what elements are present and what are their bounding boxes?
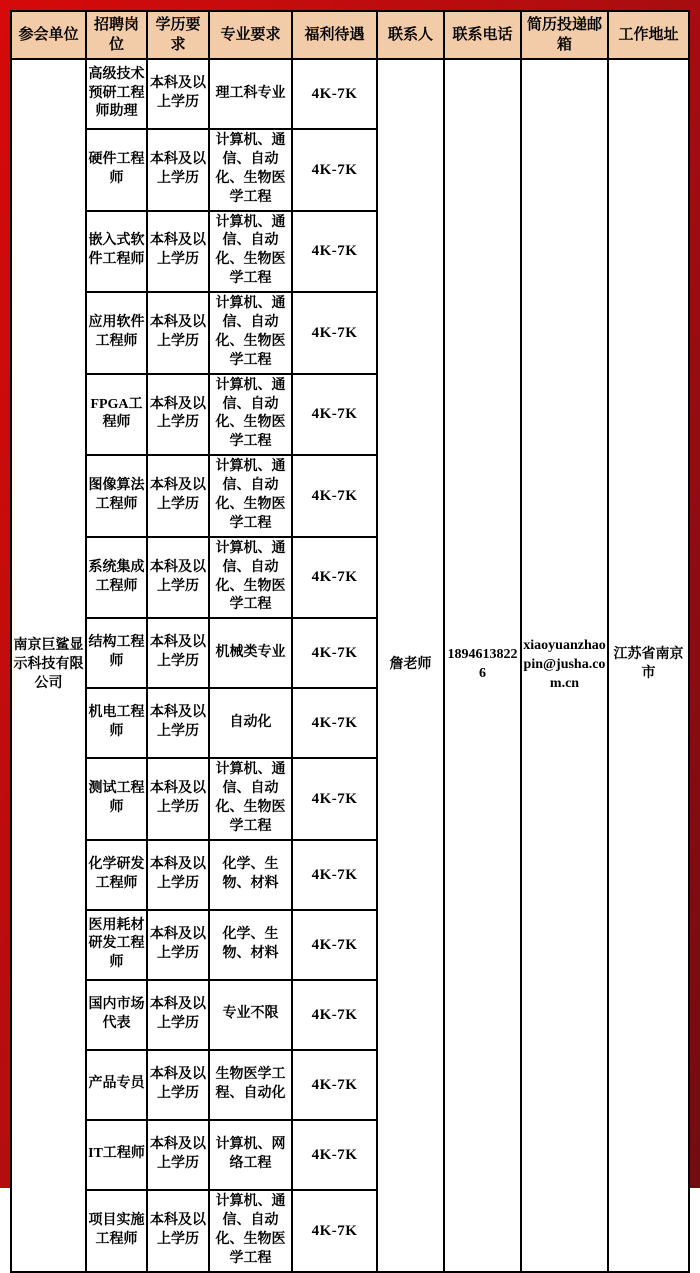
salary-cell: 4K-7K [292, 910, 377, 980]
position-cell: 系统集成工程师 [86, 537, 147, 619]
major-cell: 计算机、通信、自动化、生物医学工程 [209, 758, 292, 840]
education-cell: 本科及以上学历 [147, 910, 209, 980]
column-header-salary: 福利待遇 [292, 11, 377, 59]
major-cell: 自动化 [209, 688, 292, 758]
position-cell: IT工程师 [86, 1120, 147, 1190]
column-header-address: 工作地址 [608, 11, 689, 59]
salary-cell: 4K-7K [292, 758, 377, 840]
salary-cell: 4K-7K [292, 1120, 377, 1190]
position-cell: FPGA工程师 [86, 374, 147, 456]
position-cell: 医用耗材研发工程师 [86, 910, 147, 980]
major-cell: 生物医学工程、自动化 [209, 1050, 292, 1120]
contact-phone-cell: 18946138226 [444, 59, 521, 1272]
major-cell: 理工科专业 [209, 59, 292, 129]
major-cell: 计算机、通信、自动化、生物医学工程 [209, 292, 292, 374]
position-cell: 机电工程师 [86, 688, 147, 758]
major-cell: 机械类专业 [209, 618, 292, 688]
column-header-company: 参会单位 [11, 11, 86, 59]
salary-cell: 4K-7K [292, 537, 377, 619]
column-header-email: 简历投递邮箱 [521, 11, 608, 59]
column-header-phone: 联系电话 [444, 11, 521, 59]
position-cell: 图像算法工程师 [86, 455, 147, 537]
position-cell: 结构工程师 [86, 618, 147, 688]
major-cell: 计算机、通信、自动化、生物医学工程 [209, 129, 292, 211]
education-cell: 本科及以上学历 [147, 455, 209, 537]
major-cell: 计算机、通信、自动化、生物医学工程 [209, 1190, 292, 1272]
salary-cell: 4K-7K [292, 211, 377, 293]
education-cell: 本科及以上学历 [147, 374, 209, 456]
column-header-position: 招聘岗位 [86, 11, 147, 59]
major-cell: 专业不限 [209, 980, 292, 1050]
column-header-contact-person: 联系人 [377, 11, 444, 59]
position-cell: 高级技术预研工程师助理 [86, 59, 147, 129]
major-cell: 化学、生物、材料 [209, 910, 292, 980]
salary-cell: 4K-7K [292, 980, 377, 1050]
resume-email-cell: xiaoyuanzhaopin@jusha.com.cn [521, 59, 608, 1272]
education-cell: 本科及以上学历 [147, 129, 209, 211]
position-cell: 硬件工程师 [86, 129, 147, 211]
education-cell: 本科及以上学历 [147, 980, 209, 1050]
education-cell: 本科及以上学历 [147, 840, 209, 910]
work-address-cell: 江苏省南京市 [608, 59, 689, 1272]
salary-cell: 4K-7K [292, 1190, 377, 1272]
education-cell: 本科及以上学历 [147, 59, 209, 129]
education-cell: 本科及以上学历 [147, 758, 209, 840]
column-header-major: 专业要求 [209, 11, 292, 59]
position-cell: 项目实施工程师 [86, 1190, 147, 1272]
salary-cell: 4K-7K [292, 1050, 377, 1120]
major-cell: 计算机、网络工程 [209, 1120, 292, 1190]
salary-cell: 4K-7K [292, 688, 377, 758]
major-cell: 化学、生物、材料 [209, 840, 292, 910]
job-table [10, 10, 690, 1273]
position-cell: 嵌入式软件工程师 [86, 211, 147, 293]
salary-cell: 4K-7K [292, 455, 377, 537]
salary-cell: 4K-7K [292, 618, 377, 688]
education-cell: 本科及以上学历 [147, 292, 209, 374]
salary-cell: 4K-7K [292, 129, 377, 211]
position-cell: 化学研发工程师 [86, 840, 147, 910]
position-cell: 应用软件工程师 [86, 292, 147, 374]
position-cell: 产品专员 [86, 1050, 147, 1120]
education-cell: 本科及以上学历 [147, 1050, 209, 1120]
education-cell: 本科及以上学历 [147, 1190, 209, 1272]
column-header-education: 学历要求 [147, 11, 209, 59]
contact-person-cell: 詹老师 [377, 59, 444, 1272]
salary-cell: 4K-7K [292, 292, 377, 374]
position-cell: 国内市场代表 [86, 980, 147, 1050]
education-cell: 本科及以上学历 [147, 618, 209, 688]
major-cell: 计算机、通信、自动化、生物医学工程 [209, 455, 292, 537]
education-cell: 本科及以上学历 [147, 537, 209, 619]
major-cell: 计算机、通信、自动化、生物医学工程 [209, 537, 292, 619]
education-cell: 本科及以上学历 [147, 1120, 209, 1190]
education-cell: 本科及以上学历 [147, 688, 209, 758]
major-cell: 计算机、通信、自动化、生物医学工程 [209, 211, 292, 293]
salary-cell: 4K-7K [292, 59, 377, 129]
table-row [11, 59, 689, 129]
education-cell: 本科及以上学历 [147, 211, 209, 293]
salary-cell: 4K-7K [292, 840, 377, 910]
job-table-body [11, 59, 689, 1272]
company-cell: 南京巨鲨显示科技有限公司 [11, 59, 86, 1272]
header-row [11, 11, 689, 59]
position-cell: 测试工程师 [86, 758, 147, 840]
major-cell: 计算机、通信、自动化、生物医学工程 [209, 374, 292, 456]
salary-cell: 4K-7K [292, 374, 377, 456]
